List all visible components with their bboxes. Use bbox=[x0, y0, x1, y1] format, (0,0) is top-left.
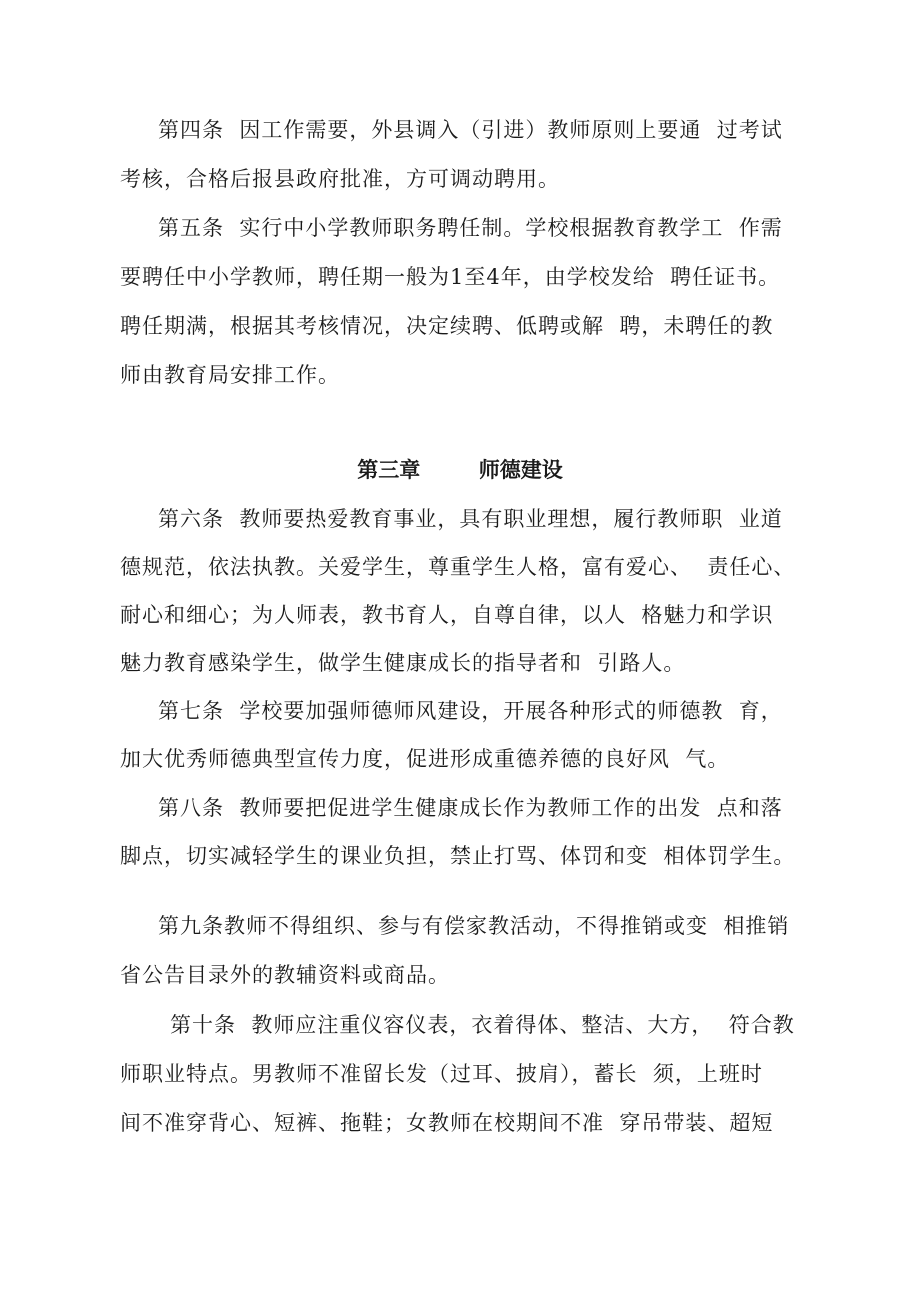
article-5-line-1: 第五条 实行中小学教师职务聘任制。学校根据教育教学工 作需 bbox=[158, 216, 783, 240]
article-5-line-2: 要聘任中小学教师，聘任期一般为1至4年，由学校发给 聘任证书。 bbox=[120, 265, 781, 289]
article-10-line-3: 间不准穿背心、短裤、拖鞋；女教师在校期间不准 穿吊带装、超短 bbox=[120, 1111, 774, 1135]
article-5-line-3: 聘任期满，根据其考核情况，决定续聘、低聘或解 聘，未聘任的教 bbox=[120, 314, 774, 338]
article-6-line-2: 德规范，依法执教。关爱学生，尊重学生人格，富有爱心、 责任心、 bbox=[120, 555, 796, 579]
article-9-line-2: 省公告目录外的教辅资料或商品。 bbox=[120, 963, 450, 987]
article-4-line-2: 考核，合格后报县政府批准，方可调动聘用。 bbox=[120, 167, 560, 191]
article-7-line-2: 加大优秀师德典型宣传力度，促进形成重德养德的良好风 气。 bbox=[120, 747, 730, 771]
chapter-3-heading: 第三章 师德建设 bbox=[357, 458, 563, 482]
article-6-line-4: 魅力教育感染学生，做学生健康成长的指导者和 引路人。 bbox=[120, 651, 686, 675]
article-7-line-1: 第七条 学校要加强师德师风建设，开展各种形式的师德教 育， bbox=[158, 699, 783, 723]
article-6-line-1: 第六条 教师要热爱教育事业，具有职业理想，履行教师职 业道 bbox=[158, 507, 783, 531]
article-6-line-3: 耐心和细心；为人师表，教书育人，自尊自律，以人 格魅力和学识 bbox=[120, 603, 774, 627]
article-8-line-1: 第八条 教师要把促进学生健康成长作为教师工作的出发 点和落 bbox=[158, 796, 783, 820]
article-8-line-2: 脚点，切实减轻学生的课业负担，禁止打骂、体罚和变 相体罚学生。 bbox=[120, 844, 796, 868]
article-10-line-1: 第十条 教师应注重仪容仪表，衣着得体、整洁、大方， 符合教 bbox=[170, 1013, 795, 1037]
article-10-line-2: 师职业特点。男教师不准留长发（过耳、披肩），蓄长 须，上班时 bbox=[120, 1062, 763, 1086]
article-4-line-1: 第四条 因工作需要，外县调入（引进）教师原则上要通 过考试 bbox=[158, 118, 783, 142]
article-9-line-1: 第九条教师不得组织、参与有偿家教活动，不得推销或变 相推销 bbox=[158, 914, 790, 938]
article-5-line-4: 师由教育局安排工作。 bbox=[120, 363, 340, 387]
